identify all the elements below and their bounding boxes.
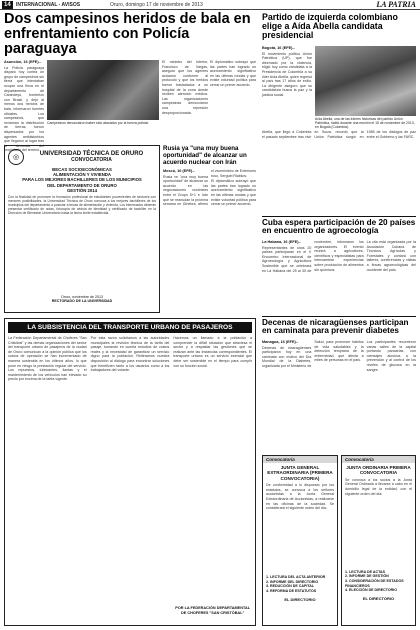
nicaragua-headline: Decenas de nicaragüenses participan en caminata para prevenir diabetes bbox=[262, 318, 409, 336]
ad2-header: Convocatoria bbox=[342, 456, 415, 463]
russia-headline: Rusia ya "una muy buena oportunidad" de alcanzar un acuerdo nuclear con Irán bbox=[163, 145, 247, 166]
uto-body: Con la finalidad de promover la formación profesional de estudiantes provenientes de sectores con menores posibilidades, la Universidad Técnica de Oruro convoca a los mejores bachilleres de los municipios del departamento a postular a becas de alimentación y vivienda. Los interesados deberán presentar certificado de notas, fotocopia de cédula de identidad y certificado de bachiller en la Dirección de Bienestar Universitario hasta la fecha límite establecida. bbox=[8, 195, 156, 216]
ad1-item: 2. INFORME DEL DIRECTORIO bbox=[266, 579, 319, 584]
photo-caption: Campesinos denunciaron haber sido atacados por la fuerza policial. bbox=[47, 121, 149, 125]
nicaragua-body: Decenas de nicaragüenses participaron hoy en una caminata con motivo del Día Mundial de la Diabetes, organizada por el Ministerio de Salud, para promover hábitos de vida saludables y la detección temprana de la enfermedad, que afecta a miles de personas en el país. bbox=[262, 340, 364, 368]
abella-caption: Aída Abella, una de las líderes históricas del partido Unión Patriótica, habló durante una reunión el 15 de noviembre de 2013, en Bogotá (Colombia). bbox=[315, 117, 415, 130]
cuba-text bbox=[262, 240, 416, 314]
ad2-title: JUNTA ORDINARIA PRIMERA CONVOCATORIA bbox=[346, 465, 411, 476]
abella-photo bbox=[315, 46, 416, 116]
transport-headline: LA SUBSISTENCIA DEL TRANSPORTE URBANO DE PASAJEROS bbox=[8, 322, 252, 333]
ad2-item: 2. INFORME DE GESTIÓN bbox=[345, 574, 389, 579]
ad1-item: 4. REFORMA DE ESTATUTOS bbox=[266, 589, 317, 593]
divider bbox=[262, 316, 416, 317]
colombia-body: El movimiento político Unión Patriótica (UP), que fue diezmado por la violencia, eligió hoy como candidata a la Presidencia de Colombia a su líder Aída Abella, quien regresó al país tras 17 años de exilio. La dirigente aseguró que su candidatura busca la paz y la justicia social. bbox=[262, 51, 312, 97]
convocatoria-ad-2 bbox=[341, 455, 416, 626]
story1-col1 bbox=[4, 60, 44, 153]
transport-col2: Por esta razón solicitamos a las autoridades municipales la revisión técnica de la tarifa del pasaje, tomando en cuenta estudios de costos reales y la necesidad de garantizar un servicio digno para la población. Reiteramos nuestra disposición al diálogo para encontrar soluciones que beneficien tanto a los usuarios como a los trabajadores del volante. bbox=[90, 336, 170, 373]
colombia-col2: Abella, que llegó a Colombia el pasado septiembre tras vivir en Suiza, recordó que la Unión Patriótica surgió en 1985 de los diálogos de paz entre el Gobierno y las FARC. bbox=[262, 130, 416, 139]
story1-col3-body: El diplomático subrayó que las partes han logrado un acercamiento significativo en las últimas rondas y que existe voluntad política para cerrar un primer acuerdo. bbox=[210, 60, 256, 87]
uto-title: UNIVERSIDAD TÉCNICA DE ORURO bbox=[39, 151, 144, 157]
uto-notice bbox=[4, 145, 160, 313]
ad2-item: 1. LECTURA DE ACTAS bbox=[345, 569, 385, 574]
colombia-col1 bbox=[262, 46, 312, 128]
uto-footer: Oruro, noviembre de 2013 bbox=[61, 295, 103, 300]
story1-dateline: Asunción, 16 (EFE).- bbox=[4, 60, 41, 64]
ad2-agenda bbox=[345, 570, 412, 593]
page-number: 14 bbox=[4, 2, 11, 8]
uto-line2: ALIMENTACIÓN Y VIVIENDA bbox=[52, 172, 111, 178]
newspaper-brand: LA PATRIA bbox=[376, 0, 416, 9]
transport-col3: Hacemos un llamado a la población a comprender la difícil situación que atraviesa el sector y a respaldar las gestiones que se realizan ante las instancias correspondientes. El transporte urbano es un servicio esencial que debe ser sostenible en el tiempo para cumplir con su función social. bbox=[173, 336, 253, 368]
cuba-body-2: La cita está organizada por la Asociación Cubana de Técnicos Agrícolas y Forestales y contará con talleres, conferencias y visitas a fincas agroecológicas del occidente del país. bbox=[366, 240, 416, 272]
ad1-item: 3. REDUCCIÓN DE CAPITAL bbox=[266, 584, 315, 589]
colombia-dateline: Bogotá, 16 (EFE).- bbox=[262, 46, 295, 50]
cuba-headline: Cuba espera participación de 20 países en encuentro de agroecología bbox=[262, 218, 416, 236]
uto-line5: GESTIÓN 2014 bbox=[66, 187, 98, 193]
top-bar bbox=[0, 0, 420, 10]
ad1-agenda bbox=[266, 575, 334, 593]
ad2-footer: EL DIRECTORIO bbox=[362, 595, 395, 601]
transport-col1: La Federación Departamental de Choferes "San Cristóbal" y las demás organizaciones del sector del transporte urbano de pasajeros de la ciudad de Oruro comunican a la opinión pública que los costos de operación se han incrementado de manera sostenida en los últimos años, lo que pone en riesgo la prestación regular del servicio. Los repuestos, lubricantes, llantas y el mantenimiento de los vehículos han elevado su precio por encima de la tarifa vigente. bbox=[8, 336, 87, 382]
transport-notice bbox=[4, 318, 256, 626]
ad1-title: JUNTA GENERAL EXTRAORDINARIA (PRIMERA CONVOCATORIA) bbox=[267, 465, 333, 481]
ad2-body: Se convoca a los socios a la Junta General Ordinaria a llevarse a cabo en el domicilio legal de la entidad, con el siguiente orden del día: bbox=[345, 477, 412, 496]
uto-signature: RECTORADO DE LA UNIVERSIDAD bbox=[51, 299, 113, 304]
headline-main: Dos campesinos heridos de bala en enfrentamiento con Policía paraguaya bbox=[4, 11, 251, 57]
nicaragua-text bbox=[262, 340, 416, 452]
nicaragua-dateline: Managua, 16 (EFE).- bbox=[262, 340, 299, 344]
colombia-headline: Partido de izquierda colombiano elige a Aída Abella candidata presidencial bbox=[262, 12, 398, 40]
section-label: INTERNACIONAL - AVISOS bbox=[16, 2, 81, 8]
ad2-item: 4. ELECCIÓN DE DIRECTORIO bbox=[345, 588, 398, 593]
uto-seal-icon: ◎ bbox=[8, 149, 24, 165]
story1-body: La Policía paraguaya disparó hoy contra un grupo de campesinos sin tierra que intentaban ocupar una finca en el departamento de Canindeyú, fronterizo con Brasil, y dejó al menos dos heridos de bala, informaron fuentes oficiales. Los campesinos, que reclaman la distribución de tierras, fueron dispersados por los agentes antidisturbios que llegaron al lugar tras la denuncia del propietario del terreno. bbox=[4, 65, 44, 153]
ad1-body: De conformidad a lo dispuesto por los estatutos, se convoca a los señores accionistas a la Junta General Extraordinaria de Accionistas, a realizarse en las oficinas de la sociedad. Se considerará el siguiente orden del día: bbox=[266, 483, 334, 511]
ad1-item: 1. LECTURA DEL ACTA ANTERIOR bbox=[266, 575, 326, 580]
cuba-dateline: La Habana, 16 (EFE).- bbox=[262, 240, 301, 244]
cuba-body: Representantes de unos 20 países participarán en el V Encuentro Internacional de Agroecología y Agricultura Sostenible que se celebrará en La Habana del 25 al 30 de noviembre, informaron los organizadores. El evento reunirá a agricultores, científicos y especialistas para intercambiar experiencias sobre producción de alimentos sin químicos. bbox=[262, 240, 364, 273]
ad1-footer: EL DIRECTORIO bbox=[284, 596, 316, 602]
story1-col2: El ministro del Interior, Francisco de Vargas, aseguró que los agentes actuaron conforme al protocolo y que los heridos fueron trasladados a un hospital de la zona donde reciben atención médica. Las organizaciones campesinas denunciaron una represión desproporcionada. bbox=[162, 60, 208, 115]
uto-subtitle: CONVOCATORIA bbox=[71, 157, 112, 163]
uto-line4: DEL DEPARTAMENTO DE ORURO bbox=[47, 182, 117, 188]
issue-date: Oruro, domingo 17 de noviembre de 2013 bbox=[110, 2, 203, 8]
ad1-header: Convocatoria bbox=[263, 456, 337, 463]
russia-story bbox=[163, 145, 256, 313]
russia-dateline: Moscú, 16 (EFE).- bbox=[163, 169, 195, 173]
nicaragua-body-2: Los participantes recorrieron varias calles de la capital portando pancartas con mensajes alusivos a la prevención y al control de los niveles de glucosa en la sangre. bbox=[366, 340, 416, 372]
divider bbox=[262, 216, 416, 217]
campesinos-photo bbox=[47, 60, 159, 120]
uto-line3: PARA LOS MEJORES BACHILLERES DE LOS MUNICIPIOS bbox=[22, 177, 142, 183]
uto-line1: BECAS SOCIOECONÓMICAS bbox=[52, 167, 112, 172]
russia-body-2: El diplomático subrayó que las partes han logrado un acercamiento significativo en las últimas rondas y que existe voluntad política para cerrar un primer acuerdo. bbox=[211, 179, 256, 207]
russia-body: Rusia ve "una muy buena oportunidad" de alcanzar un acuerdo en las negociaciones nucleares entre el Grupo 5+1 e Irán que se reanudan la próxima semana en Ginebra, afirmó el viceministro de Exteriores ruso, Serguéi Riabkov. bbox=[163, 169, 256, 207]
ad2-item: 3. CONSIDERACIÓN DE ESTADOS FINANCIEROS bbox=[345, 579, 404, 588]
convocatoria-ad-1 bbox=[262, 455, 338, 626]
transport-signoff: POR LA FEDERACIÓN DEPARTAMENTAL DE CHOFERES "SAN CRISTÓBAL" bbox=[175, 606, 251, 616]
